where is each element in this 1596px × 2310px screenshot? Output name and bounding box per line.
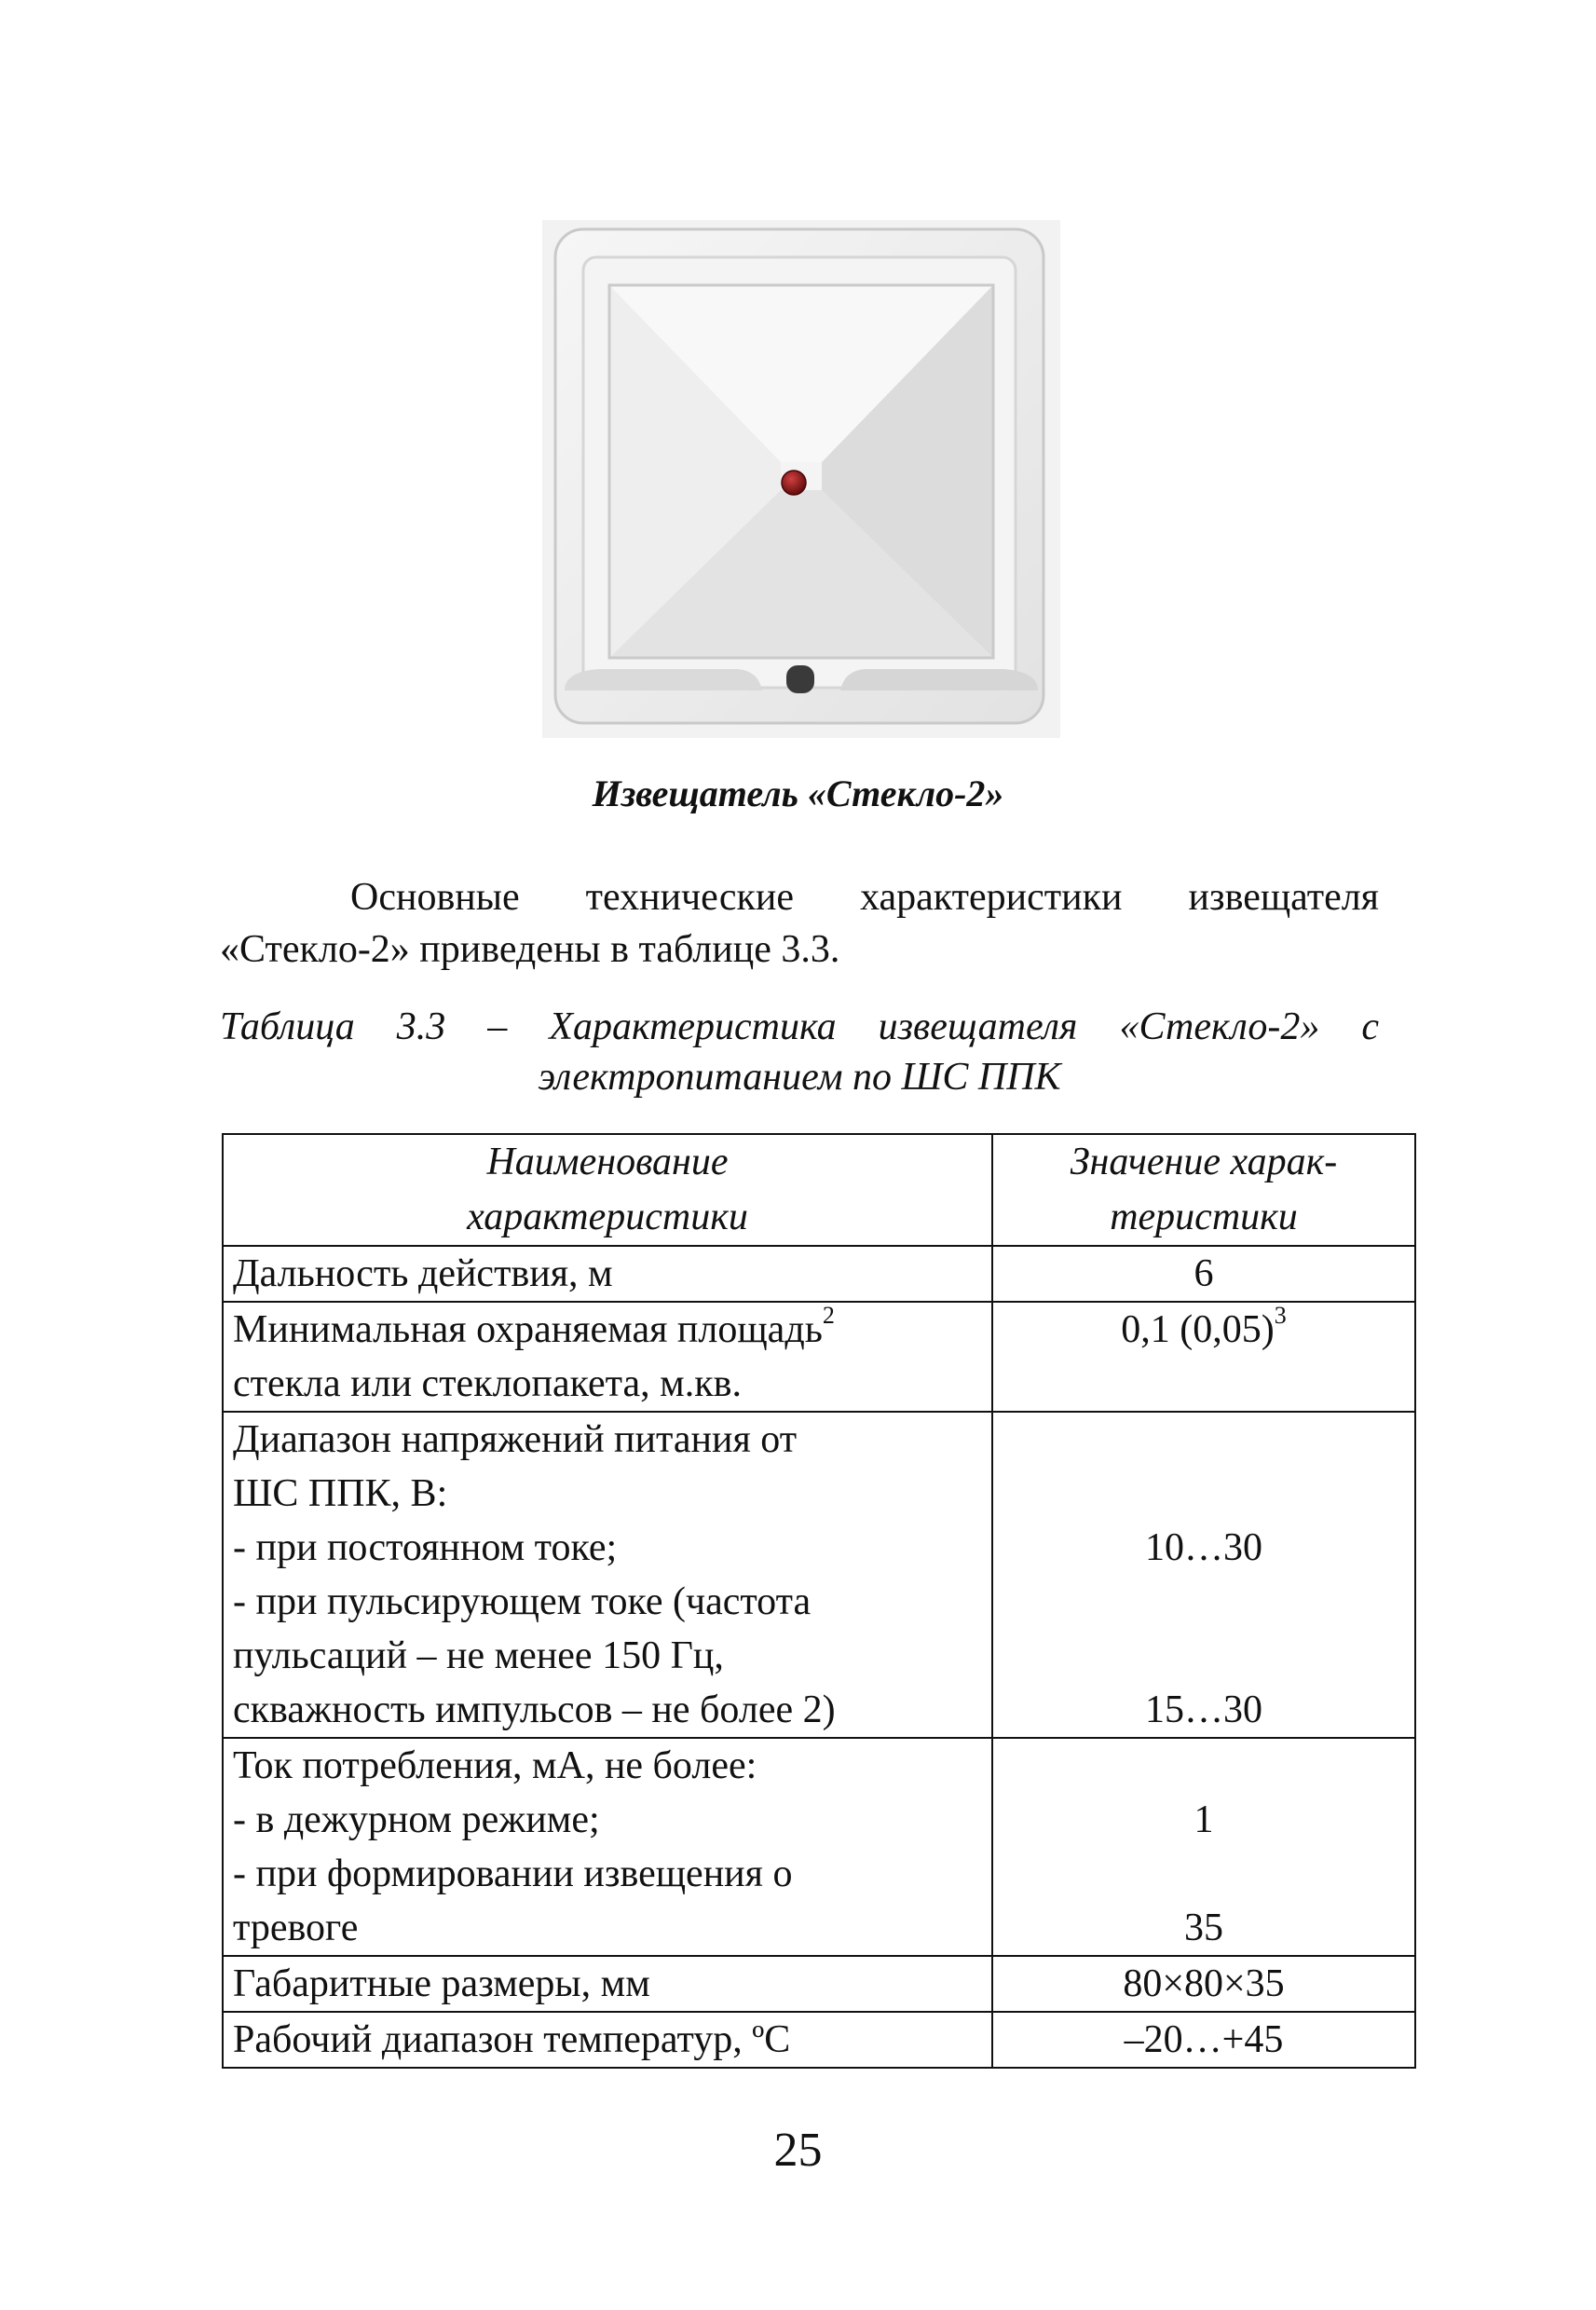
- intro-paragraph: [220, 871, 1379, 976]
- row-voltage-values: 10…30 15…30: [992, 1412, 1415, 1738]
- table-row: [223, 1302, 1415, 1412]
- table-caption-line-2: электропитанием по ШС ППК: [538, 1056, 1061, 1099]
- row-area-name: Минимальная охраняемая площадь$^2$ стекла или стеклопакета, м.кв.: [223, 1302, 992, 1412]
- row-temperature-value: –20…+45: [992, 2012, 1415, 2068]
- intro-line-2: «Стекло-2» приведены в таблице 3.3.: [220, 928, 840, 971]
- row-range-name: Дальность действия, м: [223, 1246, 992, 1302]
- table-row: [223, 1738, 1415, 1956]
- led-indicator: [782, 471, 806, 495]
- screw-notch: [786, 665, 814, 693]
- row-current-values: 1 35: [992, 1738, 1415, 1956]
- slot-right: [840, 669, 1038, 690]
- figure-caption: Извещатель «Стекло-2»: [592, 772, 1004, 814]
- table-row: [223, 1956, 1415, 2012]
- footnote-mark-2: 2: [822, 1302, 835, 1329]
- table-row: [223, 1412, 1415, 1738]
- detector-illustration: [542, 220, 1060, 738]
- table-caption: [220, 1002, 1379, 1102]
- row-area-value: 0,1 $(0,05)^3$: [992, 1302, 1415, 1412]
- row-temperature-name: Рабочий диапазон температур, ºС: [223, 2012, 992, 2068]
- table-row: [223, 2012, 1415, 2068]
- device-photo: [542, 220, 1060, 738]
- footnote-mark-3: 3: [1274, 1302, 1287, 1329]
- header-value: Значение харак- теристики: [992, 1134, 1415, 1246]
- row-dimensions-name: Габаритные размеры, мм: [223, 1956, 992, 2012]
- page-number: 25: [773, 2124, 823, 2177]
- slot-left: [565, 669, 762, 690]
- row-range-value: 6: [992, 1246, 1415, 1302]
- table-caption-line-1: Таблица 3.3 – Характеристика извещателя «Стекло-2» с: [220, 1005, 1379, 1048]
- header-name: Наименование характеристики: [223, 1134, 992, 1246]
- table-row: [223, 1246, 1415, 1302]
- row-current-name: Ток потребления, мА, не более: - в дежурном режиме; - при формировании извещения о тревоге: [223, 1738, 992, 1956]
- table-header-row: [223, 1134, 1415, 1246]
- spec-table: [222, 1133, 1416, 2069]
- intro-line-1: Основные технические характеристики извещателя: [350, 876, 1379, 919]
- row-voltage-name: Диапазон напряжений питания от ШС ППК, В: - при постоянном токе; - при пульсирующем токе (частота пульсаций – не менее 150 Гц, скважность импульсов – не более 2): [223, 1412, 992, 1738]
- row-dimensions-value: 80×80×35: [992, 1956, 1415, 2012]
